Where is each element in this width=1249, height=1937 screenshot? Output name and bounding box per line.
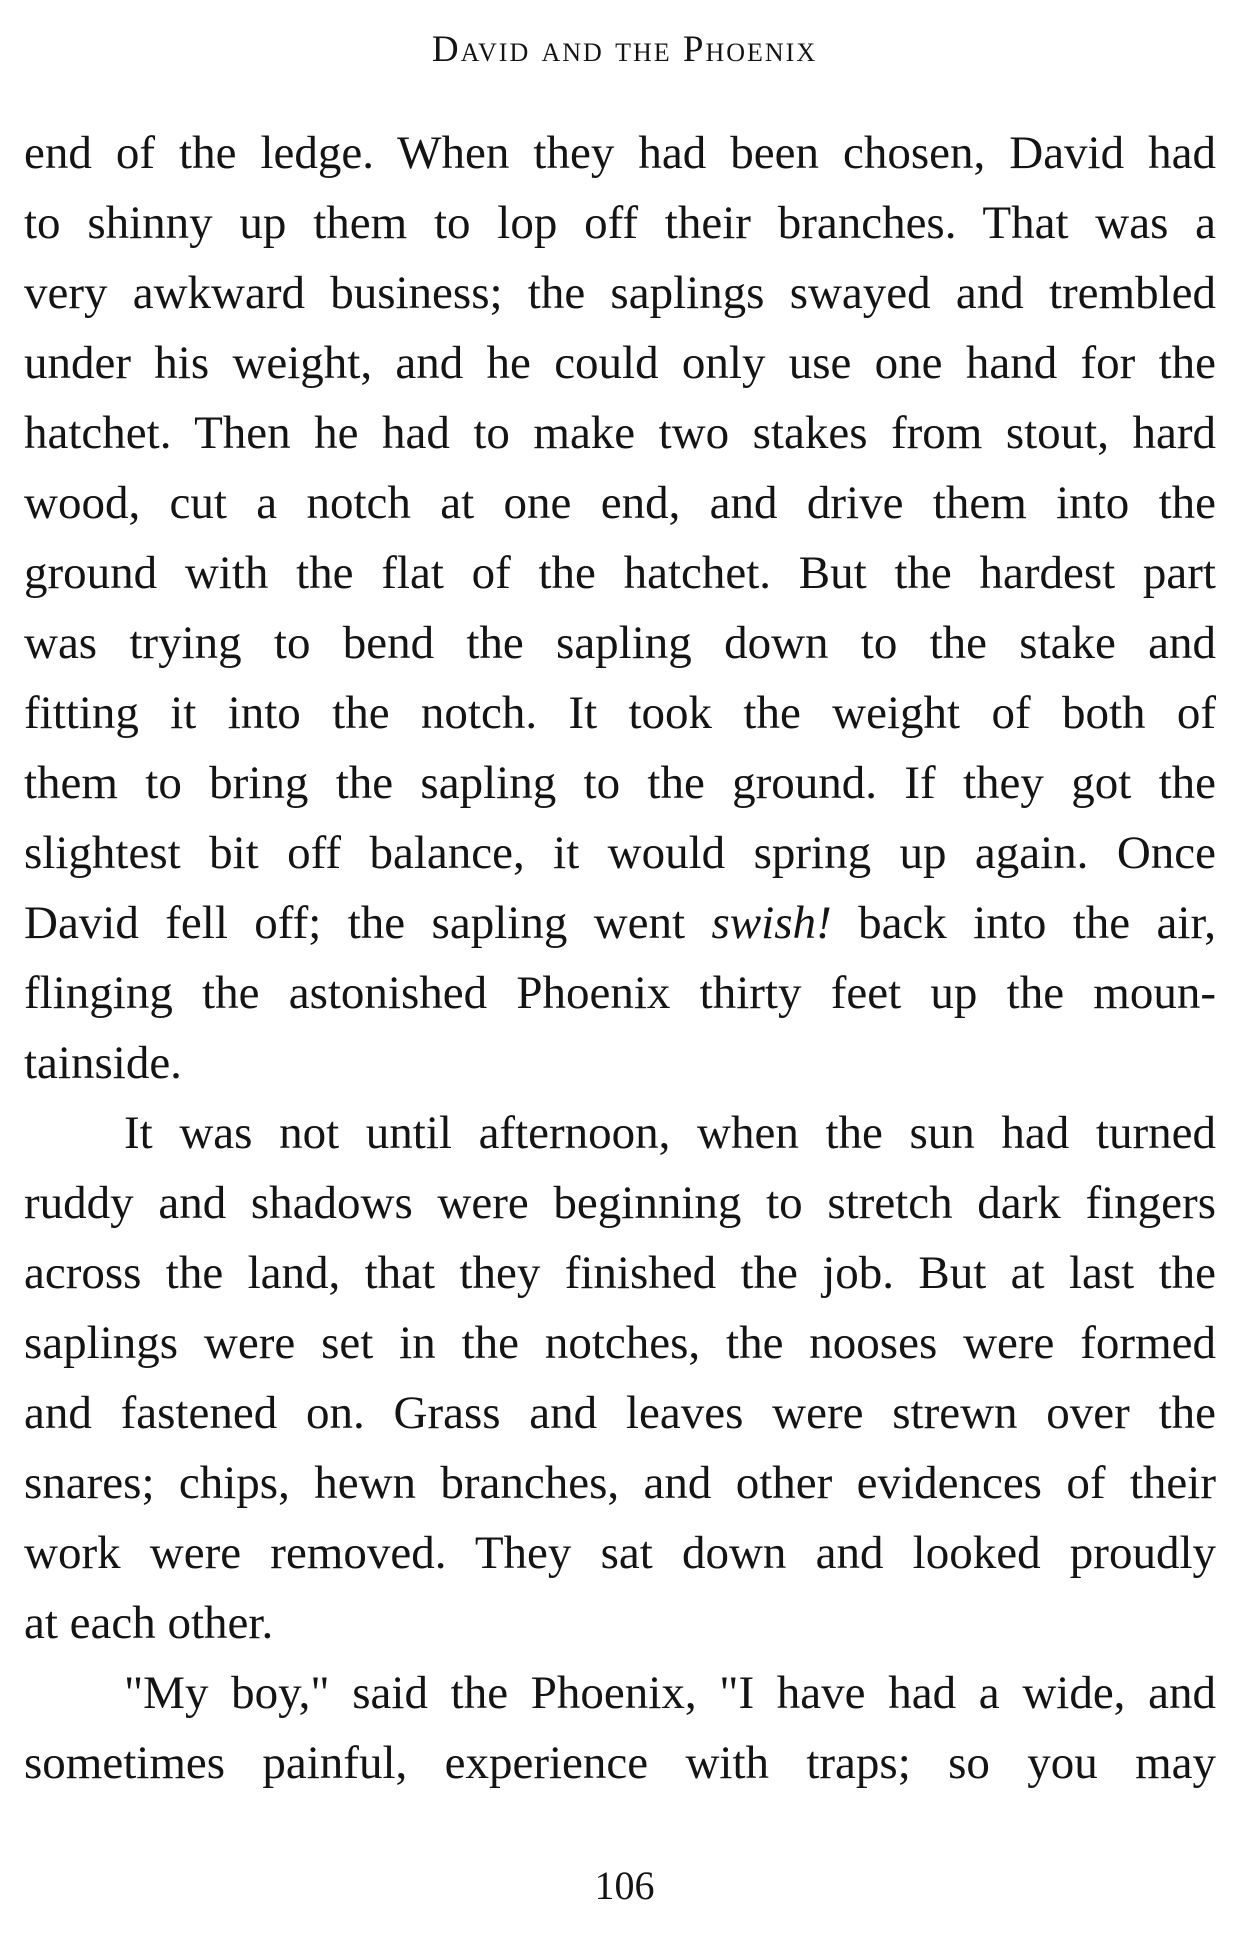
- text-line: and fastened on. Grass and leaves were strewn over the: [24, 1387, 1216, 1439]
- text-line: wood, cut a notch at one end, and drive them into the: [24, 477, 1216, 529]
- text-line: under his weight, and he could only use one hand for the: [24, 337, 1216, 389]
- text-line: them to bring the sapling to the ground. If they got the: [24, 757, 1216, 809]
- text-line: flinging the astonished Phoenix thirty feet up the moun-: [24, 967, 1216, 1019]
- body-text: [24, 118, 1216, 1798]
- text-line: tainside.: [24, 1037, 182, 1089]
- text-line: end of the ledge. When they had been chosen, David had: [24, 127, 1216, 179]
- text-line: ruddy and shadows were beginning to stretch dark fingers: [24, 1177, 1216, 1229]
- text-line: fitting it into the notch. It took the weight of both of: [24, 687, 1216, 739]
- text-line: saplings were set in the notches, the nooses were formed: [24, 1317, 1216, 1369]
- paragraph-first-line: "My boy," said the Phoenix, "I have had a wide, and: [124, 1667, 1216, 1719]
- paragraph-first-line: It was not until afternoon, when the sun had turned: [124, 1107, 1216, 1159]
- text-line: at each other.: [24, 1597, 274, 1649]
- text-line: across the land, that they finished the job. But at last the: [24, 1247, 1216, 1299]
- text-line: very awkward business; the saplings swayed and trembled: [24, 267, 1216, 319]
- text-line: hatchet. Then he had to make two stakes from stout, hard: [24, 407, 1216, 459]
- text-line-italic-swish: David fell off; the sapling went swish! back into the air,: [24, 897, 1216, 949]
- text-line: work were removed. They sat down and looked proudly: [24, 1527, 1216, 1579]
- running-head: David and the Phoenix: [431, 29, 818, 70]
- text-line: slightest bit off balance, it would spring up again. Once: [24, 827, 1216, 879]
- text-line: to shinny up them to lop off their branches. That was a: [24, 197, 1216, 249]
- text-line: snares; chips, hewn branches, and other evidences of their: [24, 1457, 1216, 1509]
- page-number: 106: [594, 1863, 655, 1908]
- italic-emphasis: swish!: [711, 897, 832, 949]
- text-line: sometimes painful, experience with traps; so you may: [24, 1737, 1216, 1789]
- text-line: ground with the flat of the hatchet. But the hardest part: [24, 547, 1216, 599]
- text-line: was trying to bend the sapling down to the stake and: [24, 617, 1216, 669]
